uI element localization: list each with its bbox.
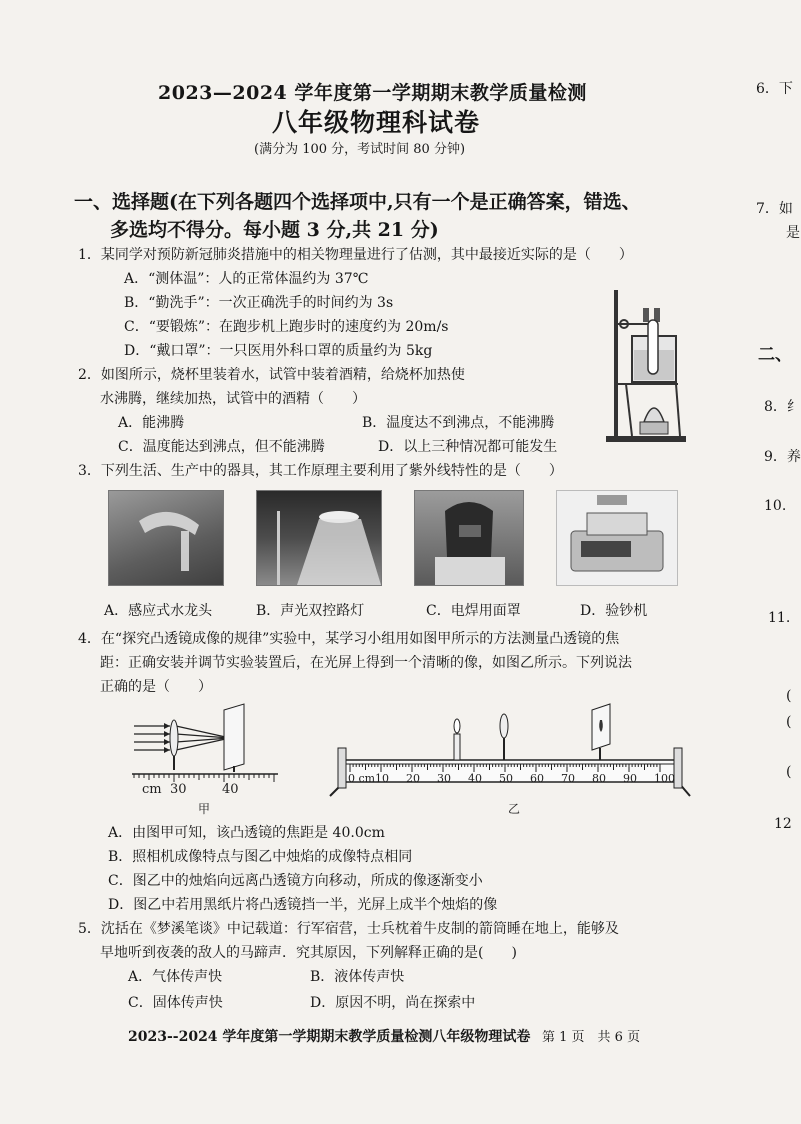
- q4-option-c: C．图乙中的烛焰向远离凸透镜方向移动，所成的像逐渐变小: [108, 873, 483, 889]
- margin-fragment: 10.: [764, 498, 787, 514]
- margin-fragment: 9．养: [764, 449, 801, 465]
- exam-header-line: 2023—2024 学年度第一学期期末教学质量检测: [158, 82, 587, 104]
- figure-jia-label: 甲: [198, 802, 211, 816]
- question-4-stem: 4．在“探究凸透镜成像的规律”实验中，某学习小组用如图甲所示的方法测量凸透镜的焦: [78, 631, 620, 647]
- margin-fragment: 11.: [768, 610, 791, 626]
- page-footer: 2023--2024 学年度第一学期期末教学质量检测八年级物理试卷: [128, 1029, 531, 1045]
- q3-option-d: D．验钞机: [580, 603, 648, 619]
- figure-yi-label: 乙: [508, 802, 521, 816]
- question-4-stem-end: 正确的是（ ）: [100, 679, 212, 695]
- q2-option-d: D．以上三种情况都可能发生: [378, 439, 558, 455]
- q5-option-b: B．液体传声快: [310, 969, 405, 985]
- jia-tick-40: 40: [222, 782, 239, 797]
- q2-option-c: C．温度能达到沸点，但不能沸腾: [118, 439, 325, 455]
- yi-scale-label: 90: [623, 772, 637, 785]
- q5-option-a: A．气体传声快: [128, 969, 223, 985]
- margin-fragment: (: [786, 688, 792, 704]
- margin-fragment: 8．纟: [764, 399, 801, 415]
- yi-scale-label: 50: [499, 772, 513, 785]
- section-title: 一、选择题(在下列各题四个选择项中,只有一个是正确答案，错选、: [74, 191, 641, 213]
- margin-fragment: 是: [786, 225, 800, 241]
- margin-fragment: 6．下: [756, 81, 793, 97]
- q3-option-b: B．声光双控路灯: [256, 603, 365, 619]
- exam-note: (满分为 100 分，考试时间 80 分钟): [254, 142, 466, 157]
- sensor-faucet-photo: [108, 490, 224, 586]
- yi-scale-label: 80: [592, 772, 606, 785]
- yi-scale-label: 20: [406, 772, 420, 785]
- q5-option-c: C．固体传声快: [128, 995, 223, 1011]
- q1-option-a: A．“测体温”：人的正常体温约为 37℃: [124, 271, 369, 287]
- q1-option-d: D．“戴口罩”：一只医用外科口罩的质量约为 5kg: [124, 343, 433, 359]
- section-title-cont: 多选均不得分。每小题 3 分,共 21 分): [110, 219, 439, 241]
- margin-fragment: 7．如: [756, 201, 793, 217]
- question-4-stem-cont: 距：正确安装并调节实验装置后，在光屏上得到一个清晰的像，如图乙所示。下列说法: [100, 655, 632, 671]
- street-lamp-photo: [256, 490, 382, 586]
- q1-option-b: B．“勤洗手”：一次正确洗手的时间约为 3s: [124, 295, 394, 311]
- q2-option-a: A．能沸腾: [118, 415, 185, 431]
- yi-scale-label: 70: [561, 772, 575, 785]
- jia-tick-30: 30: [170, 782, 187, 797]
- question-3-stem: 3．下列生活、生产中的器具，其工作原理主要利用了紫外线特性的是（ ）: [78, 463, 563, 479]
- yi-scale-label: 60: [530, 772, 544, 785]
- question-2-stem: 2．如图所示，烧杯里装着水，试管中装着酒精，给烧杯加热使: [78, 367, 465, 383]
- q2-option-b: B．温度达不到沸点，不能沸腾: [362, 415, 555, 431]
- margin-fragment: (: [786, 714, 792, 730]
- page-number: 第 1 页 共 6 页: [542, 1030, 641, 1045]
- money-detector-photo: [556, 490, 678, 586]
- yi-scale-label: 10: [375, 772, 389, 785]
- question-5-stem-cont: 早地听到夜袭的敌人的马蹄声．究其原因，下列解释正确的是( ): [100, 945, 517, 961]
- yi-scale-label: 40: [468, 772, 482, 785]
- jia-tick-unit: cm: [142, 782, 162, 797]
- yi-scale-label: 100: [654, 772, 675, 785]
- margin-fragment: (: [786, 764, 792, 780]
- q3-option-a: A．感应式水龙头: [104, 603, 213, 619]
- question-2-stem-cont: 水沸腾，继续加热，试管中的酒精（ ）: [100, 391, 366, 407]
- q4-option-b: B．照相机成像特点与图乙中烛焰的成像特点相同: [108, 849, 413, 865]
- welding-mask-photo: [414, 490, 524, 586]
- q5-option-d: D．原因不明，尚在探索中: [310, 995, 476, 1011]
- q1-option-c: C．“要锻炼”：在跑步机上跑步时的速度约为 20m/s: [124, 319, 449, 335]
- yi-scale-label: 0 cm: [348, 772, 376, 785]
- margin-fragment: 二、: [758, 345, 792, 365]
- question-5-stem: 5．沈括在《梦溪笔谈》中记载道：行军宿营，士兵枕着牛皮制的箭筒睡在地上，能够及: [78, 921, 619, 937]
- q3-option-c: C．电焊用面罩: [426, 603, 521, 619]
- yi-scale-label: 30: [437, 772, 451, 785]
- q4-option-d: D．图乙中若用黑纸片将凸透镜挡一半，光屏上成半个烛焰的像: [108, 897, 498, 913]
- boiling-apparatus-figure: [600, 284, 690, 446]
- margin-fragment: 12: [774, 816, 792, 832]
- question-1-stem: 1．某同学对预防新冠肺炎措施中的相关物理量进行了估测，其中最接近实际的是（ ）: [78, 247, 633, 263]
- exam-title: 八年级物理科试卷: [272, 108, 481, 137]
- q4-option-a: A．由图甲可知，该凸透镜的焦距是 40.0cm: [108, 825, 385, 841]
